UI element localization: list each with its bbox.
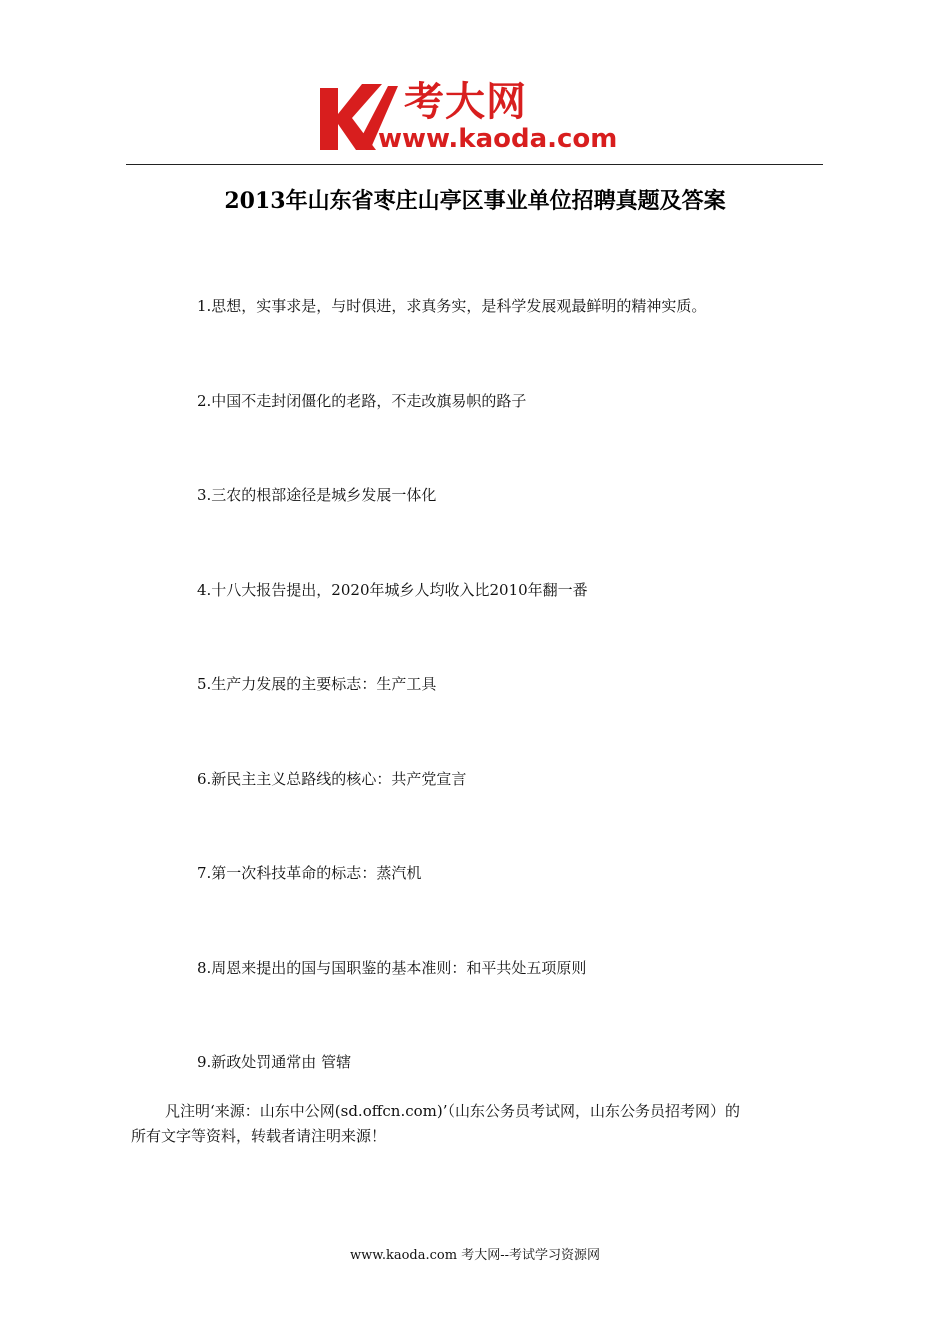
question-item: 6.新民主主义总路线的核心：共产党宣言 — [197, 770, 467, 788]
site-logo — [318, 78, 648, 158]
question-item: 3.三农的根部途径是城乡发展一体化 — [197, 486, 437, 504]
question-item: 5.生产力发展的主要标志：生产工具 — [197, 675, 437, 693]
question-item: 1.思想，实事求是，与时俱进，求真务实，是科学发展观最鲜明的精神实质。 — [197, 297, 707, 315]
page-title: 2013年山东省枣庄山亭区事业单位招聘真题及答案 — [224, 188, 726, 214]
question-item: 4.十八大报告提出，2020年城乡人均收入比2010年翻一番 — [197, 581, 588, 599]
notice-line-2: 所有文字等资料，转载者请注明来源！ — [131, 1127, 387, 1145]
question-item: 9.新政处罚通常由 管辖 — [197, 1053, 352, 1071]
question-item: 7.第一次科技革命的标志：蒸汽机 — [197, 864, 422, 882]
copyright-notice — [131, 1099, 821, 1149]
logo-cn-text: 考大网 — [404, 79, 527, 125]
logo-url-text: www.kaoda.com — [378, 124, 618, 154]
question-item: 2.中国不走封闭僵化的老路，不走改旗易帜的路子 — [197, 392, 527, 410]
header-divider — [126, 164, 823, 165]
page-footer: www.kaoda.com 考大网--考试学习资源网 — [350, 1248, 600, 1263]
notice-line-1: 凡注明‘来源：山东中公网(sd.offcn.com)’（山东公务员考试网，山东公务员招考网）的 — [165, 1102, 740, 1120]
question-item: 8.周恩来提出的国与国职鉴的基本准则：和平共处五项原则 — [197, 959, 587, 977]
